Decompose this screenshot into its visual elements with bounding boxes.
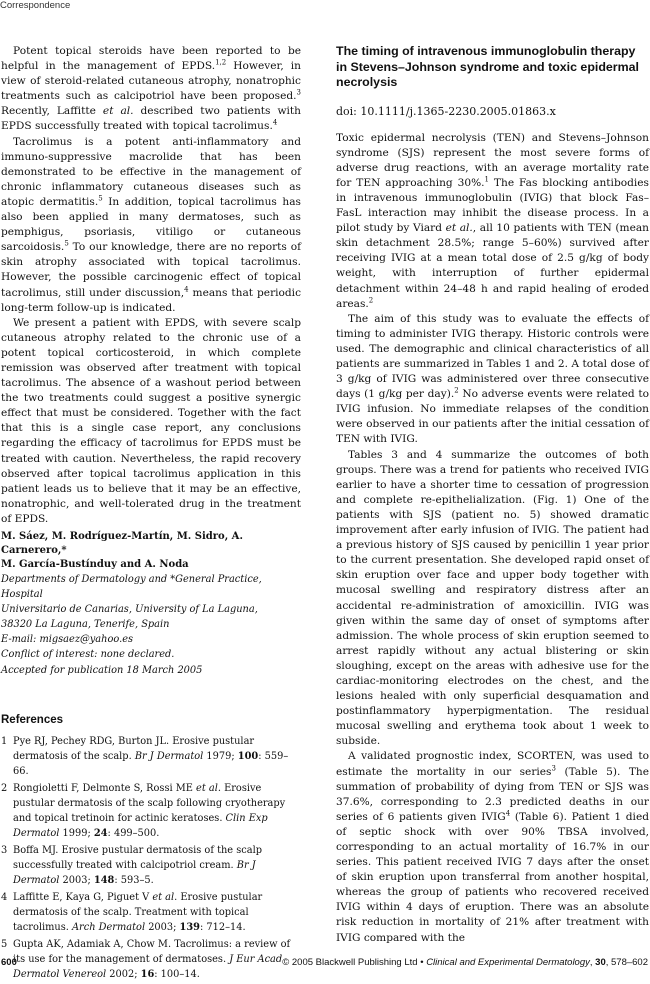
reference-item: 1 Pye RJ, Pechey RDG, Burton JL. Erosive pustular dermatosis of the scalp. Br J Dermatol 1979; 100: 559–66. bbox=[1, 735, 289, 777]
right-paragraph-2: The aim of this study was to evaluate the effects of timing to administer IVIG therapy. Historic controls were used. The demographic and clinical characteristics of all patients are summarized in Tables 1 and 2. A total dose of 3 g/kg of IVIG was administered over three consecutive days (1 g/kg per day).$^2$ No adverse events were related to IVIG infusion. No immediate relapses of the condition were observed in our patients after the initial cessation of TEN with IVIG. bbox=[336, 312, 649, 446]
email-link[interactable]: E-mail: migsaez@yahoo.es bbox=[1, 634, 134, 646]
reference-list bbox=[1, 734, 301, 982]
right-paragraph-4: A validated prognostic index, SCORTEN, was used to estimate the mortality in our series$^3$ (Table 5). The summation of probability of dying from TEN or SJS was 37.6%, corresponding to 2.3 predicted deaths in our series of 6 patients given IVIG$^4$ (Table 6). Patient 1 died of septic shock with over 90% TBSA involved, corresponding to an actual mortality of 16.7% in our series. This patient received IVIG 7 days after the onset of skin eruption upon transferral from another hospital, whereas the group of patients who recovered received IVIG within 4 days of eruption. There was an absolute risk reduction in mortality of 21% after treatment with IVIG compared with the bbox=[336, 750, 649, 944]
page-footer bbox=[0, 957, 650, 975]
author-list: M. Sáez, M. Rodríguez-Martín, M. Sidro, A. Carnerero,* M. García-Bustínduy and A. Noda bbox=[1, 531, 243, 570]
affiliation: Departments of Dermatology and *General Practice, Hospital Universitario de Canarias, University of La Laguna, 38320 La Laguna, Tenerife, Spain E-mail: migsaez@yahoo.es Conflict of interest: none declared. Accepted for publication 18 March 2005 bbox=[1, 572, 301, 678]
reference-item: 3 Boffa MJ. Erosive pustular dermatosis of the scalp successfully treated with calcipotriol cream. Br J Dermatol 2003; 148: 593–5. bbox=[1, 844, 262, 886]
right-column bbox=[336, 44, 649, 946]
reference-item: 4 Laffitte E, Kaya G, Piguet V et al. Erosive pustular dermatosis of the scalp. Treatment with topical tacrolimus. Arch Dermatol 2003; 139: 712–14. bbox=[1, 891, 263, 933]
reference-item: 5 Gupta AK, Adamiak A, Chow M. Tacrolimus: a review of its use for the management of dermatoses. J Eur Acad Dermatol Venereol 2002; 16: 100–14. bbox=[1, 938, 291, 980]
running-head: Correspondence bbox=[0, 0, 71, 11]
left-column bbox=[1, 44, 301, 984]
references-heading: References bbox=[1, 713, 64, 726]
reference-item: 2 Rongioletti F, Delmonte S, Rossi ME et al. Erosive pustular dermatosis of the scalp following cryotherapy and topical tretinoin for actinic keratoses. Clin Exp Dermatol 1999; 24: 499–500. bbox=[1, 782, 286, 839]
right-paragraph-1: Toxic epidermal necrolysis (TEN) and Stevens–Johnson syndrome (SJS) represent the most severe forms of adverse drug reactions, with an average mortality rate for TEN approaching 30%.$^1$ The Fas blocking antibodies in intravenous immunoglobulin (IVIG) that block Fas–FasL interaction may inhibit the disease process. In a pilot study by Viard et al., all 10 patients with TEN (mean skin detachment 28.5%; range 5–60%) survived after receiving IVIG at a mean total dose of 2.5 g/kg of body weight, with interruption of further epidermal detachment within 24–48 h and rapid healing of eroded areas.$^2$ bbox=[336, 131, 649, 310]
left-paragraph-3: We present a patient with EPDS, with severe scalp cutaneous atrophy related to the chronic use of a potent topical corticosteroid, in which complete remission was observed after treatment with topical tacrolimus. The absence of a washout period between the two treatments could suggest a positive synergic effect that must be considered. Together with the fact that this is a single case report, any conclusions regarding the efficacy of tacrolimus for EPDS must be treated with caution. Nevertheless, the rapid recovery observed after topical tacrolimus application in this patient leads us to believe that it may be an effective, nonatrophic, and well-tolerated drug in the treatment of EPDS. bbox=[1, 316, 301, 525]
left-paragraph-2: Tacrolimus is a potent anti-inflammatory and immuno-suppressive macrolide that has been demonstrated to be effective in the management of chronic inflammatory cutaneous diseases such as atopic dermatitis.$^5$ In addition, topical tacrolimus has also been applied in many dermatoses, such as pemphigus, psoriasis, vitiligo or cutaneous sarcoidosis.$^5$ To our knowledge, there are no reports of skin atrophy associated with topical tacrolimus. However, the possible carcinogenic effect of topical tacrolimus, still under discussion,$^4$ means that periodic long-term follow-up is indicated. bbox=[1, 135, 301, 314]
doi[interactable]: doi: 10.1111/j.1365-2230.2005.01863.x bbox=[336, 104, 556, 118]
page-number: 600 bbox=[1, 957, 17, 968]
left-paragraph-1: Potent topical steroids have been reported to be helpful in the management of EPDS.$^{1,2}$ However, in view of steroid-related cutaneous atrophy, nonatrophic treatments such as calcipotriol have been proposed.$^3$ Recently, Laffitte et al. described two patients with EPDS successfully treated with topical tacrolimus.$^4$ bbox=[1, 45, 302, 133]
copyright-line: © 2005 Blackwell Publishing Ltd • Clinical and Experimental Dermatology, 30, 578–602 bbox=[282, 957, 648, 968]
right-paragraph-3: Tables 3 and 4 summarize the outcomes of both groups. There was a trend for patients who received IVIG earlier to have a shorter time to cessation of progression and complete re-epithelialization. (Fig. 1) One of the patients with SJS (patient no. 5) showed dramatic improvement after early infusion of IVIG. The patient had a previous history of SJS caused by penicillin 1 year prior to the current presentation. She developed rapid onset of skin eruption over face and upper body together with mucosal swelling and respiratory distress after an accidental re-administration of amoxicillin. IVIG was given within the same day of onset of symptoms after admission. The whole process of skin eruption seemed to arrest rapidly without any actual blistering or skin sloughing, except on the areas with adhesive use for the cardiac-monitoring electrodes on the chest, and the lesions healed with only superficial desquamation and postinflammatory hyperpigmentation. The residual mucosal swelling and erythema took about 1 week to subside. bbox=[336, 448, 649, 748]
article-title: The timing of intravenous immunoglobulin therapy in Stevens–Johnson syndrome and toxic epidermal necrolysis bbox=[336, 44, 639, 89]
